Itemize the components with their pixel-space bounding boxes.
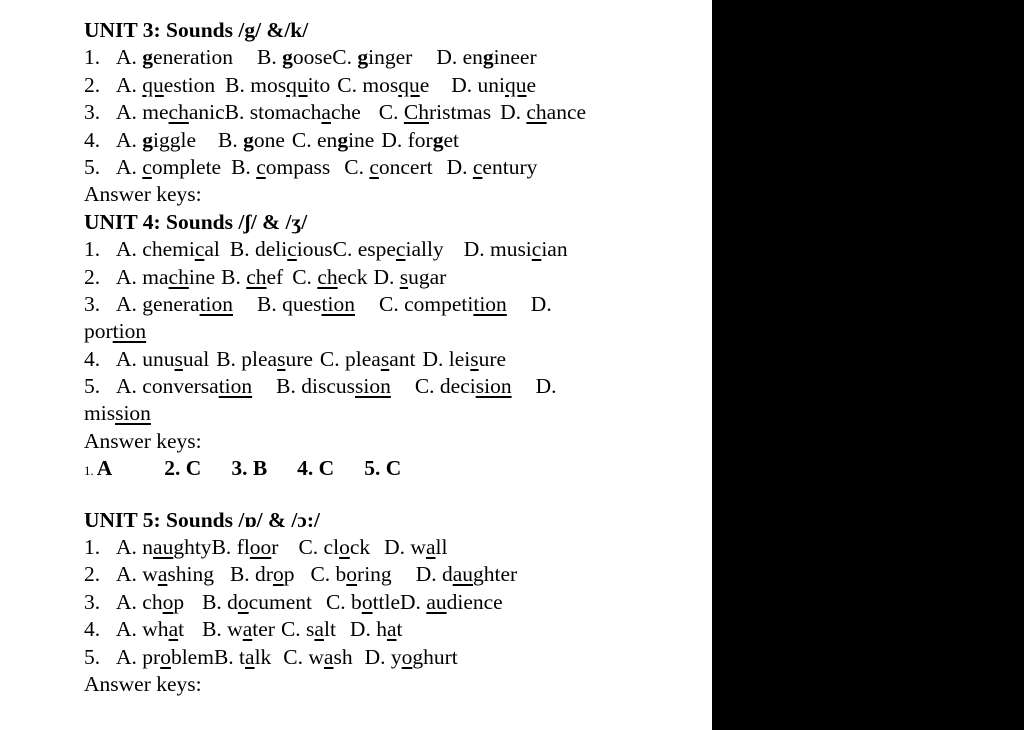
underlined-letters: c [531, 237, 542, 262]
option-text: por [84, 319, 113, 344]
option-text: inger [368, 45, 413, 70]
answer-key: A [96, 456, 113, 481]
answer-keys-label: Answer keys: [84, 671, 202, 696]
option-text: ual [182, 346, 210, 371]
option-text: C. [344, 154, 370, 179]
answer-keys-label: Answer keys: [84, 182, 202, 207]
section-spacer [84, 483, 694, 507]
question-number: 4. [84, 617, 101, 642]
option-text: ineer [493, 45, 537, 70]
underlined-letters: a [242, 617, 253, 642]
answer-option [384, 534, 447, 561]
unit-section [84, 17, 694, 209]
option-text: D. musi [463, 237, 532, 262]
answer-option [202, 589, 312, 616]
option-text: B. discus [276, 374, 355, 399]
option-text: D. lei [422, 346, 471, 371]
unit-title: UNIT 3: Sounds /g/ &/k/ [84, 18, 309, 42]
option-text: t [178, 617, 185, 642]
option-text: D. y [364, 644, 402, 669]
underlined-letters: au [426, 589, 447, 614]
answer-key: 4. C [297, 456, 335, 481]
option-text: A. me [116, 100, 169, 125]
answer-option [365, 644, 458, 671]
option-text: A. n [116, 535, 154, 560]
underlined-letters: a [386, 617, 397, 642]
option-text: oncert [378, 154, 433, 179]
underlined-letters: c [369, 154, 379, 179]
underlined-letters: ch [168, 100, 189, 125]
answer-option [212, 534, 279, 561]
answer-option [500, 99, 586, 126]
question-number: 1. [84, 535, 101, 560]
underlined-letters: qu [398, 72, 420, 97]
option-text: D. w [384, 535, 426, 560]
question-row [84, 154, 694, 181]
answer-keys-label: Answer keys: [84, 428, 202, 453]
option-text: e [526, 72, 537, 97]
option-text: B. w [202, 617, 243, 642]
option-text: D. h [349, 617, 387, 642]
bold-letters: g [142, 127, 154, 152]
option-text: D. [373, 264, 400, 289]
question-number: 4. [84, 346, 101, 371]
underlined-letters: o [401, 644, 413, 669]
underlined-letters: tion [112, 319, 147, 344]
underlined-letters: tion [199, 291, 234, 316]
answer-option [310, 561, 391, 588]
question-row-continued [84, 400, 694, 427]
answer-option [337, 72, 429, 99]
question-number: 2. [84, 264, 101, 289]
option-text: sh [333, 644, 353, 669]
unit-section [84, 507, 694, 699]
underlined-letters: o [346, 562, 358, 587]
question-row [84, 346, 694, 373]
option-text: omplete [151, 154, 222, 179]
option-text: p [173, 589, 185, 614]
question-row [84, 99, 694, 126]
answer-option [350, 616, 403, 643]
answer-option [116, 291, 233, 318]
answer-option [116, 589, 184, 616]
option-text: lk [254, 644, 272, 669]
underlined-letters: sion [354, 374, 391, 399]
underlined-letters: sion [475, 374, 512, 399]
question-row [84, 236, 694, 263]
answer-option [225, 99, 361, 126]
answer-option [416, 561, 518, 588]
answer-option [116, 44, 233, 71]
option-text: al [204, 237, 220, 262]
bold-letters: g [337, 127, 349, 152]
option-text: p [283, 562, 295, 587]
question-number: 3. [84, 589, 101, 614]
underlined-letters: c [395, 237, 406, 262]
answer-option [436, 44, 536, 71]
bold-letters: g [432, 127, 444, 152]
answer-option [116, 264, 215, 291]
underlined-letters: a [323, 644, 334, 669]
answer-option [464, 236, 568, 263]
option-text: C. mos [337, 72, 399, 97]
option-text: D. en [436, 45, 483, 70]
answer-option [216, 346, 313, 373]
question-row [84, 644, 694, 671]
answer-option [447, 154, 538, 181]
option-text: ine [188, 264, 216, 289]
unit-title: UNIT 5: Sounds /ɒ/ & /ɔ:/ [84, 507, 320, 532]
answer-option [221, 264, 283, 291]
option-text: B. dr [229, 562, 273, 587]
answer-option [379, 291, 507, 318]
question-number: 2. [84, 562, 101, 587]
question-number: 1. [84, 45, 101, 70]
answer-option [298, 534, 370, 561]
option-text: A. [116, 45, 143, 70]
option-text: dience [446, 589, 503, 614]
answer-option [116, 644, 214, 671]
underlined-letters: a [245, 644, 255, 669]
underlined-letters: c [287, 237, 297, 262]
question-row [84, 44, 694, 71]
option-text: C. en [291, 127, 338, 152]
option-text: A. chemi [116, 237, 195, 262]
option-text: C. deci [414, 374, 476, 399]
question-row [84, 72, 694, 99]
answer-option [257, 291, 355, 318]
option-text: B. stomach [224, 100, 322, 125]
option-text: C. [332, 45, 358, 70]
option-text: ure [285, 346, 313, 371]
option-text: oose [292, 45, 333, 70]
underlined-letters: c [142, 154, 152, 179]
question-number: 4. [84, 127, 101, 152]
option-text: entury [482, 154, 538, 179]
answer-option [326, 589, 400, 616]
underlined-letters: s [277, 346, 286, 371]
option-text: ter [252, 617, 275, 642]
underlined-letters: o [160, 644, 171, 669]
underlined-letters: s [470, 346, 479, 371]
answer-option [292, 127, 374, 154]
underlined-letters: o [162, 589, 174, 614]
answer-option [373, 264, 446, 291]
option-text: e [419, 72, 430, 97]
option-text: B. [221, 264, 247, 289]
black-side-panel [712, 0, 1024, 730]
question-row [84, 373, 694, 400]
answer-option [225, 72, 330, 99]
option-text: anic [188, 100, 225, 125]
option-text: iggle [153, 127, 197, 152]
answer-option [230, 561, 295, 588]
underlined-letters: au [452, 562, 474, 587]
bold-letters: g [357, 45, 369, 70]
answer-option [281, 616, 336, 643]
answer-option [116, 346, 209, 373]
option-text: B. [231, 154, 257, 179]
answer-option [451, 72, 536, 99]
underlined-letters: ch [317, 264, 338, 289]
option-text: B. d [202, 589, 238, 614]
question-number: 5. [84, 374, 101, 399]
answer-option [283, 644, 352, 671]
answer-option [116, 127, 196, 154]
document-content [84, 17, 694, 698]
option-text: ito [307, 72, 331, 97]
option-text: lt [323, 617, 336, 642]
option-text: ious [296, 237, 333, 262]
option-text: D. [446, 154, 473, 179]
answer-option [218, 127, 285, 154]
answer-option [333, 236, 444, 263]
option-text: A. conversa [116, 374, 219, 399]
answer-key-number: 1. [84, 463, 94, 479]
answer-key: 3. B [231, 456, 268, 481]
option-text: A. genera [116, 291, 200, 316]
underlined-letters: sion [115, 401, 151, 426]
option-text: D. [500, 100, 527, 125]
bold-letters: g [142, 45, 154, 70]
underlined-letters: tion [473, 291, 507, 316]
question-row [84, 616, 694, 643]
answer-option [231, 154, 330, 181]
answer-option [415, 373, 512, 400]
option-text: C. [292, 264, 318, 289]
underlined-letters: s [399, 264, 409, 289]
option-text: mis [84, 401, 116, 426]
question-number: 3. [84, 291, 101, 316]
underlined-letters: c [194, 237, 205, 262]
question-number: 1. [84, 237, 101, 262]
answer-option [381, 127, 459, 154]
question-number: 2. [84, 72, 101, 97]
underlined-letters: o [237, 589, 249, 614]
option-text: ef [266, 264, 284, 289]
option-text: eck [337, 264, 368, 289]
option-text: ttle [372, 589, 401, 614]
option-text: D. for [381, 127, 433, 152]
underlined-letters: tion [218, 374, 253, 399]
option-text: C. b [325, 589, 362, 614]
answer-option [344, 154, 432, 181]
option-text: blem [170, 644, 214, 669]
option-text: A. unu [116, 346, 175, 371]
option-text: ck [349, 535, 371, 560]
answer-option [400, 589, 503, 616]
bold-letters: g [482, 45, 494, 70]
option-text: ll [435, 535, 448, 560]
question-row [84, 589, 694, 616]
option-text: ance [546, 100, 587, 125]
answer-key: 2. C [164, 456, 202, 481]
option-text: A. pr [116, 644, 161, 669]
underlined-letters: o [339, 535, 350, 560]
option-text: C. plea [319, 346, 381, 371]
option-text: ghurt [412, 644, 458, 669]
answer-option [332, 44, 412, 71]
option-text: D. [535, 374, 557, 399]
underlined-letters: au [153, 535, 174, 560]
option-text: A. ma [116, 264, 169, 289]
underlined-letters: o [361, 589, 373, 614]
answer-option [116, 154, 221, 181]
option-text: D. [400, 589, 427, 614]
answer-option [292, 264, 367, 291]
answer-option [422, 346, 506, 373]
option-text: ine [348, 127, 375, 152]
answer-option [214, 644, 271, 671]
option-text: B. t [213, 644, 246, 669]
bold-letters: g [243, 127, 254, 152]
option-text: A. wh [116, 617, 169, 642]
option-text: ian [541, 237, 568, 262]
underlined-letters: oo [249, 535, 272, 560]
underlined-letters: qu [286, 72, 308, 97]
question-row [84, 561, 694, 588]
option-text: C. s [280, 617, 315, 642]
option-text: A. ch [116, 589, 163, 614]
option-text: A. w [116, 562, 158, 587]
option-text: D. d [415, 562, 453, 587]
option-text: shing [167, 562, 214, 587]
option-text: B. mos [225, 72, 287, 97]
answer-key: 5. C [364, 456, 402, 481]
answer-option [116, 72, 215, 99]
option-text: ompass [265, 154, 331, 179]
option-text: cument [248, 589, 312, 614]
underlined-letters: s [174, 346, 183, 371]
option-text: A. [116, 127, 143, 152]
answer-option [379, 99, 491, 126]
option-text: B. deli [229, 237, 288, 262]
option-text: A. [116, 154, 143, 179]
option-text: C. b [310, 562, 347, 587]
unit-section [84, 209, 694, 507]
option-text: B. ques [257, 291, 322, 316]
question-number: 3. [84, 100, 101, 125]
answer-option [536, 373, 557, 400]
underlined-letters: a [425, 535, 436, 560]
underlined-letters: a [168, 617, 179, 642]
question-number: 5. [84, 154, 101, 179]
option-text: ially [405, 237, 444, 262]
answer-option [257, 44, 332, 71]
option-text: C. w [283, 644, 324, 669]
answer-option [116, 236, 220, 263]
option-text: D. uni [451, 72, 506, 97]
option-text: et [443, 127, 459, 152]
question-row [84, 534, 694, 561]
underlined-letters: s [380, 346, 390, 371]
answer-option [230, 236, 333, 263]
option-text: t [396, 617, 403, 642]
answer-option [116, 373, 252, 400]
question-row [84, 127, 694, 154]
underlined-letters: ch [526, 100, 547, 125]
underlined-letters: a [314, 617, 324, 642]
underlined-letters: a [321, 100, 331, 125]
option-text: B. fl [211, 535, 250, 560]
option-text: eneration [153, 45, 234, 70]
option-text: A. [116, 72, 143, 97]
underlined-letters: c [472, 154, 483, 179]
option-text: ugar [408, 264, 447, 289]
answer-option [116, 99, 225, 126]
option-text: B. plea [216, 346, 278, 371]
question-row [84, 291, 694, 318]
bold-letters: g [282, 45, 293, 70]
underlined-letters: tion [321, 291, 355, 316]
question-row [84, 264, 694, 291]
option-text: ure [478, 346, 507, 371]
option-text: C. [378, 100, 404, 125]
question-number: 5. [84, 644, 101, 669]
underlined-letters: ch [246, 264, 267, 289]
option-text: C. cl [298, 535, 340, 560]
option-text: C. espe [332, 237, 396, 262]
option-text: estion [163, 72, 216, 97]
answer-option [116, 616, 184, 643]
option-text: ant [389, 346, 416, 371]
answer-option [276, 373, 391, 400]
option-text: ghter [473, 562, 518, 587]
option-text: B. [257, 45, 283, 70]
underlined-letters: Ch [403, 100, 429, 125]
option-text: D. [530, 291, 552, 316]
underlined-letters: c [256, 154, 266, 179]
option-text: B. [218, 127, 244, 152]
underlined-letters: ch [168, 264, 189, 289]
option-text: C. competi [378, 291, 474, 316]
answer-option [531, 291, 552, 318]
answer-option [116, 534, 212, 561]
underlined-letters: qu [142, 72, 164, 97]
unit-title: UNIT 4: Sounds /ʃ/ & /ʒ/ [84, 209, 308, 234]
answer-option [202, 616, 275, 643]
answer-keys-row [84, 455, 694, 482]
option-text: ring [357, 562, 392, 587]
answer-option [116, 561, 214, 588]
underlined-letters: a [157, 562, 168, 587]
answer-option [320, 346, 416, 373]
option-text: che [330, 100, 361, 125]
option-text: r [271, 535, 279, 560]
underlined-letters: qu [505, 72, 527, 97]
option-text: one [253, 127, 285, 152]
option-text: ristmas [428, 100, 492, 125]
question-row-continued [84, 318, 694, 345]
option-text: ghty [173, 535, 212, 560]
underlined-letters: o [272, 562, 284, 587]
